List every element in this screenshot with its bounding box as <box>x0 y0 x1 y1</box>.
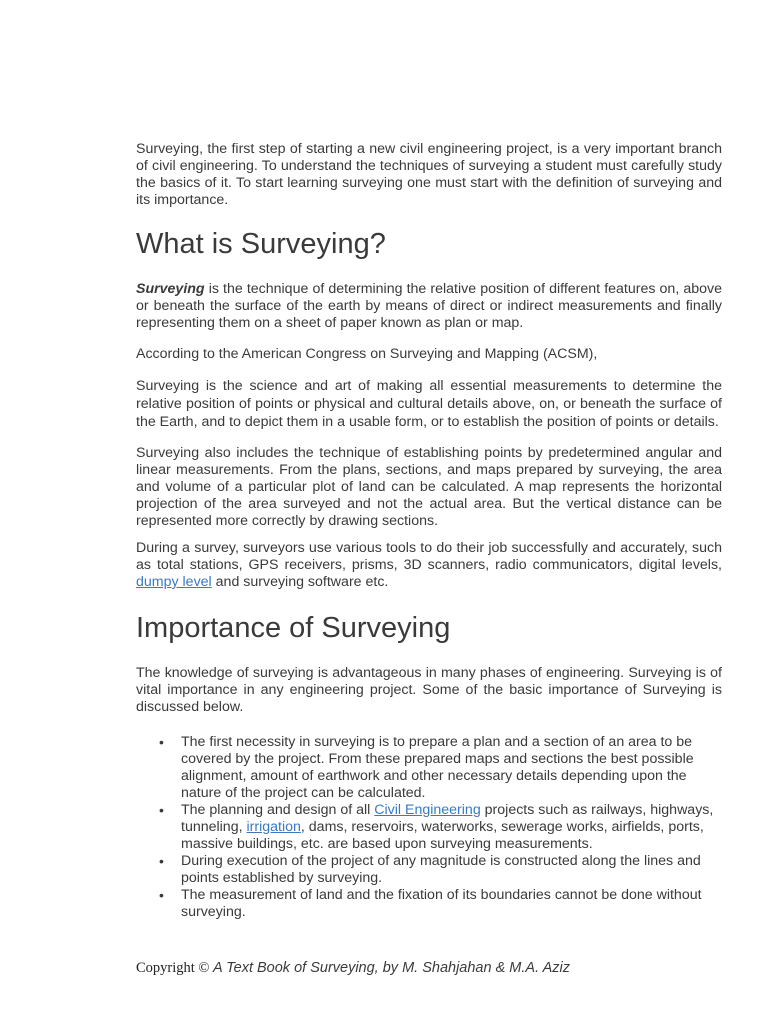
tools-paragraph <box>136 540 722 591</box>
list-item-text: The first necessity in surveying is to prepare a plan and a section of an area to be covered by the project. From these prepared maps and sections the best possible alignment, amount of earthwork and other necessary details depending upon the nature of the project can be calculated. <box>181 734 694 801</box>
bullet-icon: • <box>159 802 164 818</box>
heading-what-is-surveying: What is Surveying? <box>136 228 386 260</box>
dumpy-level-link[interactable]: dumpy level <box>136 574 212 590</box>
bullet-icon: • <box>159 734 164 750</box>
tools-text-after: and surveying software etc. <box>211 574 389 590</box>
list-item <box>159 853 722 887</box>
list-item-text: , dams, reservoirs, waterworks, sewerage works, airfields, ports, massive buildings, etc. are based upon surveying measurements. <box>181 819 704 852</box>
list-item <box>159 802 722 853</box>
tools-text-before: During a survey, surveyors use various tools to do their job successfully and accurately, such as total stations, GPS receivers, prisms, 3D scanners, radio communicators, digital levels, <box>136 540 722 573</box>
also-includes-paragraph: Surveying also includes the technique of establishing points by predetermined angular and linear measurements. From the plans, sections, and maps prepared by surveying, the area and volume of a particular plot of land can be calculated. A map represents the horizontal projection of the area surveyed and not the actual area. But the vertical distance can be represented more correctly by drawing sections. <box>136 445 722 529</box>
intro-paragraph: Surveying, the first step of starting a new civil engineering project, is a very important branch of civil engineering. To understand the techniques of surveying a student must carefully study the basics of it. To start learning surveying one must start with the definition of surveying and its importance. <box>136 141 722 208</box>
list-item-text: The planning and design of all <box>181 802 375 818</box>
list-item-text: During execution of the project of any magnitude is constructed along the lines and points established by surveying. <box>181 853 701 886</box>
bullet-icon: • <box>159 853 164 869</box>
copyright-footer <box>136 960 570 977</box>
importance-intro-paragraph: The knowledge of surveying is advantageous in many phases of engineering. Surveying is of vital importance in any engineering project. Some of the basic importance of Surveying is discussed below. <box>136 665 722 715</box>
copyright-label: Copyright © <box>136 960 210 976</box>
definition-text: is the technique of determining the relative position of different features on, above or beneath the surface of the earth by means of direct or indirect measurements and finally representing them on a sheet of paper known as plan or map. <box>136 281 722 331</box>
acsm-intro-paragraph: According to the American Congress on Surveying and Mapping (ACSM), <box>136 346 598 362</box>
irrigation-link[interactable]: irrigation <box>246 819 301 835</box>
article-body <box>136 141 722 921</box>
list-item-text: projects such as railways, highways, tunneling, <box>181 802 714 835</box>
list-item <box>159 887 722 921</box>
definition-term: Surveying <box>136 281 205 297</box>
definition-paragraph <box>136 281 722 332</box>
list-item <box>159 734 722 802</box>
copyright-source: A Text Book of Surveying, by M. Shahjahan & M.A. Aziz <box>209 960 570 976</box>
importance-list <box>136 734 722 921</box>
civil-engineering-link[interactable]: Civil Engineering <box>374 802 481 818</box>
heading-importance-of-surveying: Importance of Surveying <box>136 612 451 644</box>
list-item-text: The measurement of land and the fixation of its boundaries cannot be done without surveying. <box>181 887 702 920</box>
bullet-icon: • <box>159 887 164 903</box>
acsm-definition-paragraph: Surveying is the science and art of making all essential measurements to determine the relative position of points or physical and cultural details above, on, or beneath the surface of the Earth, and to depict them in a usable form, or to establish the position of points or details. <box>136 378 722 430</box>
